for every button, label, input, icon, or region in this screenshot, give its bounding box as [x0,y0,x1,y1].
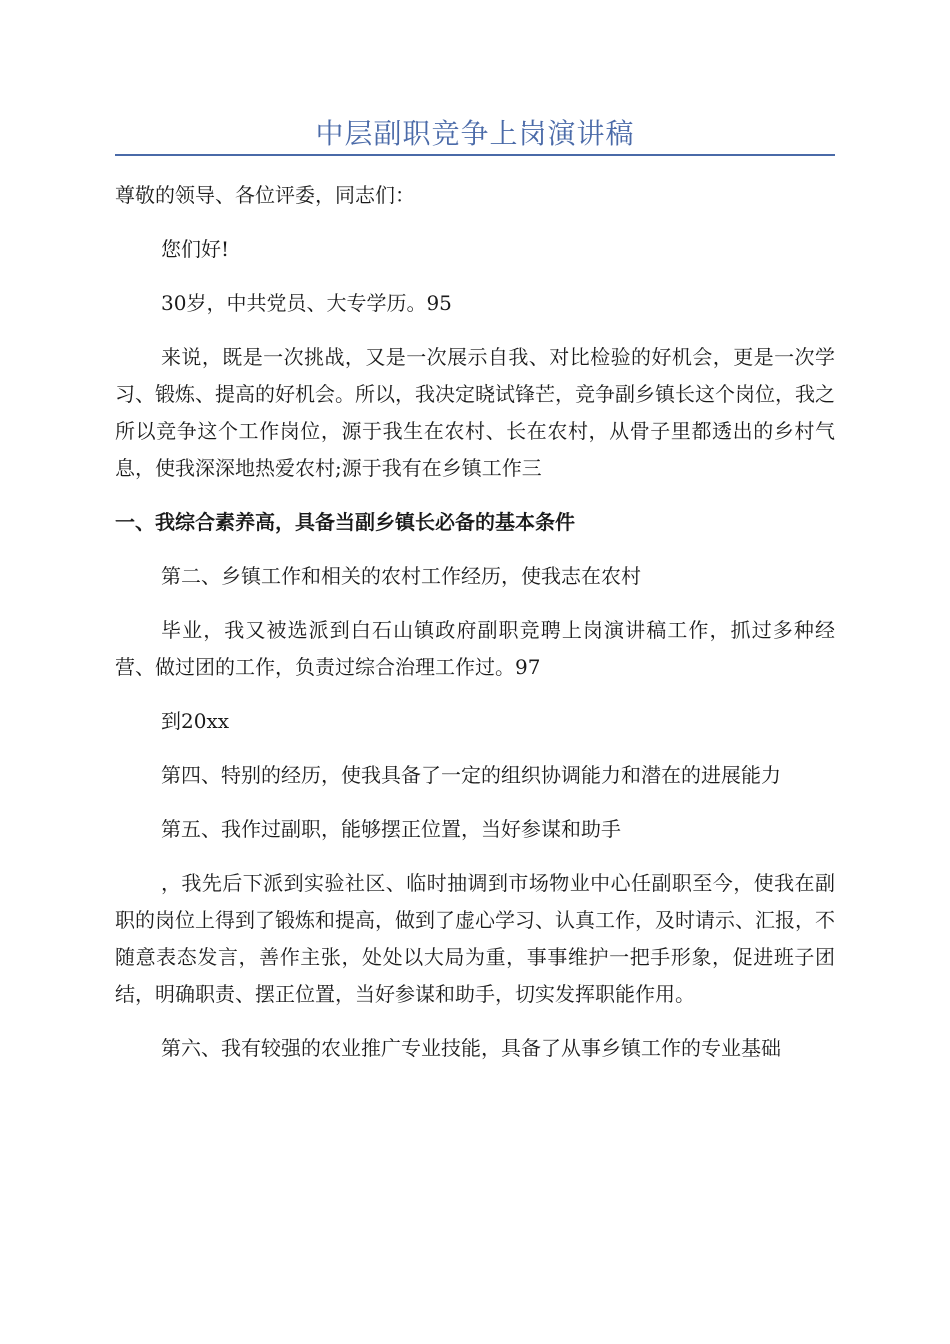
paragraph-salutation: 尊敬的领导、各位评委，同志们： [115,183,415,207]
title-underline [115,154,835,156]
document-body [115,177,835,1067]
paragraph-point-four: 第四、特别的经历，使我具备了一定的组织协调能力和潜在的进展能力 [161,763,781,787]
paragraph-motivation: 来说，既是一次挑战，又是一次展示自我、对比检验的好机会，更是一次学习、锻炼、提高的好机会。所以，我决定晓试锋芒，竞争副乡镇长这个岗位，我之所以竞争这个工作岗位，源于我生在农村、长在农村，从骨子里都透出的乡村气息，使我深深地热爱农村;源于我有在乡镇工作三 [115,345,835,480]
paragraph-point-two: 第二、乡镇工作和相关的农村工作经历，使我志在农村 [161,564,641,588]
section-heading: 一、我综合素养高，具备当副乡镇长必备的基本条件 [115,510,575,534]
paragraph-profile: 30岁，中共党员、大专学历。95 [161,291,452,315]
document-title: 中层副职竞争上岗演讲稿 [315,117,635,150]
paragraph-point-six: 第六、我有较强的农业推广专业技能，具备了从事乡镇工作的专业基础 [161,1036,781,1060]
paragraph-point-five: 第五、我作过副职，能够摆正位置，当好参谋和助手 [161,817,621,841]
paragraph-assignment: 毕业，我又被选派到白石山镇政府副职竞聘上岗演讲稿工作，抓过多种经营、做过团的工作，负责过综合治理工作过。97 [115,618,835,679]
paragraph-year: 到20xx [161,709,230,733]
paragraph-greeting: 您们好! [161,237,230,261]
paragraph-deputy-experience: ，我先后下派到实验社区、临时抽调到市场物业中心任副职至今，使我在副职的岗位上得到了锻炼和提高，做到了虚心学习、认真工作，及时请示、汇报，不随意表态发言，善作主张，处处以大局为重，事事维护一把手形象，促进班子团结，明确职责、摆正位置，当好参谋和助手，切实发挥职能作用。 [115,871,835,1006]
